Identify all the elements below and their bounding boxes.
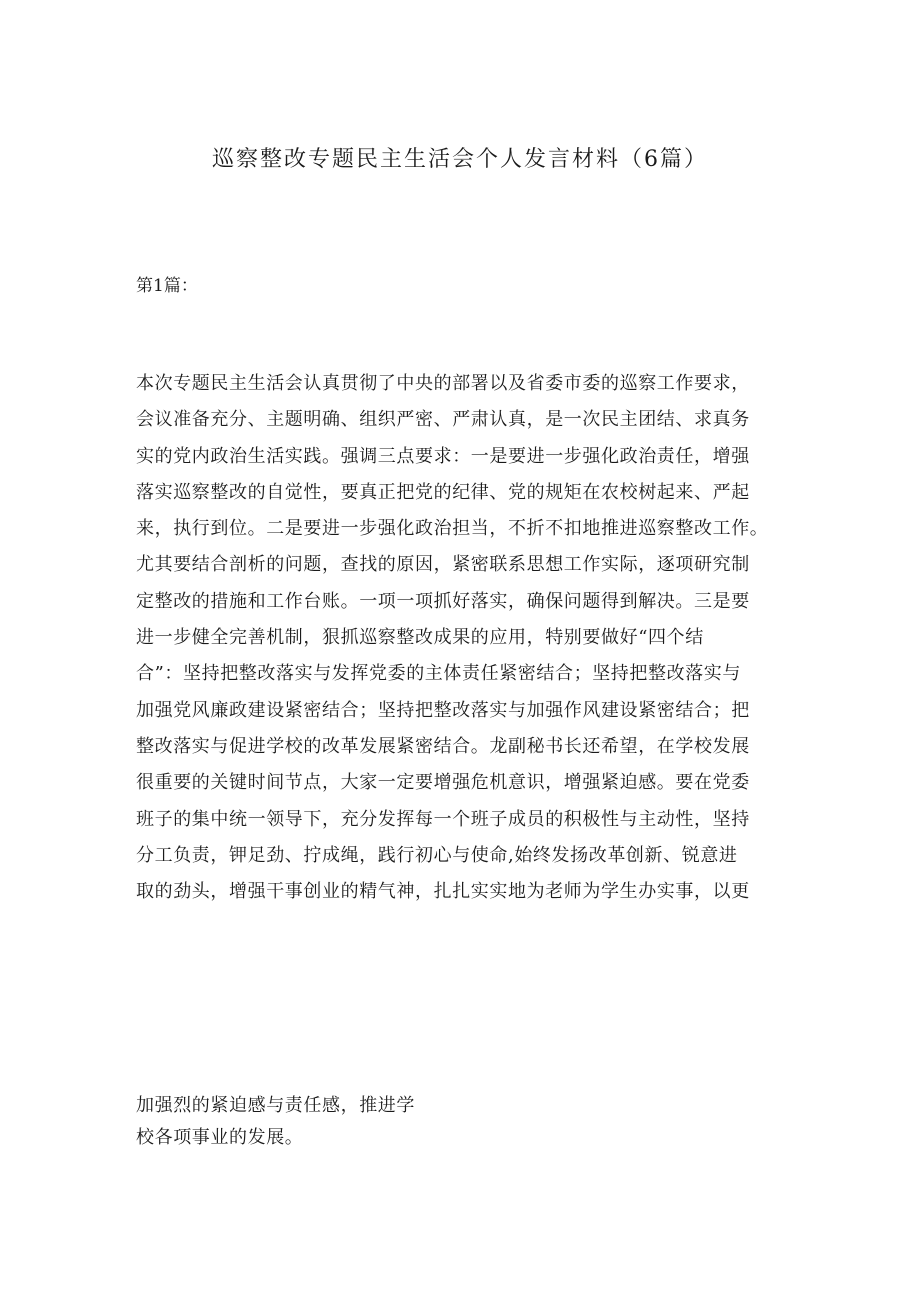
paragraph-line: 分工负责，钾足劲、拧成绳，践行初心与使命,始终发扬改革创新、锐意进: [136, 844, 738, 866]
paragraph-line: 定整改的措施和工作台账。一项一项抓好落实，确保问题得到解决。三是要: [136, 590, 750, 612]
paragraph-line: 实的党内政治生活实践。强调三点要求：一是要进一步强化政治责任，增强: [136, 445, 750, 467]
paragraph-tail-line: 加强烈的紧迫感与责任感，推进学: [136, 1095, 415, 1116]
body-paragraph: [136, 366, 796, 910]
document-title: 巡察整改专题民主生活会个人发言材料（6篇）: [212, 147, 708, 172]
paragraph-line: 落实巡察整改的自觉性，要真正把党的纪律、党的规矩在农校树起来、严起: [136, 481, 750, 503]
paragraph-line: 取的劲头，增强干事创业的精气神，扎扎实实地为老师为学生办实事，以更: [136, 881, 750, 903]
paragraph-line: 加强党风廉政建设紧密结合；坚持把整改落实与加强作风建设紧密结合；把: [136, 699, 750, 721]
paragraph-line: 进一步健全完善机制，狠抓巡察整改成果的应用，特别要做好“四个结: [136, 627, 704, 649]
paragraph-line: 很重要的关键时间节点，大家一定要增强危机意识，增强紧迫感。要在党委: [136, 772, 750, 794]
paragraph-line: 班子的集中统一领导下，充分发挥每一个班子成员的积极性与主动性，坚持: [136, 808, 750, 830]
paragraph-tail-line: 校各项事业的发展。: [136, 1127, 304, 1148]
paragraph-line: 尤其要结合剖析的问题，查找的原因，紧密联系思想工作实际，逐项研究制: [136, 554, 750, 576]
paragraph-line: 来，执行到位。二是要进一步强化政治担当，不折不扣地推进巡察整改工作。: [136, 518, 769, 540]
section-heading: 第1篇：: [136, 276, 198, 296]
paragraph-line: 本次专题民主生活会认真贯彻了中央的部署以及省委市委的巡察工作要求，: [136, 373, 750, 394]
paragraph-line: 合”：坚持把整改落实与发挥党委的主体责任紧密结合；坚持把整改落实与: [136, 663, 741, 685]
paragraph-line: 会议准备充分、主题明确、组织严密、严肃认真，是一次民主团结、求真务: [136, 409, 750, 431]
paragraph-line: 整改落实与促进学校的改革发展紧密结合。龙副秘书长还希望，在学校发展: [136, 735, 750, 757]
